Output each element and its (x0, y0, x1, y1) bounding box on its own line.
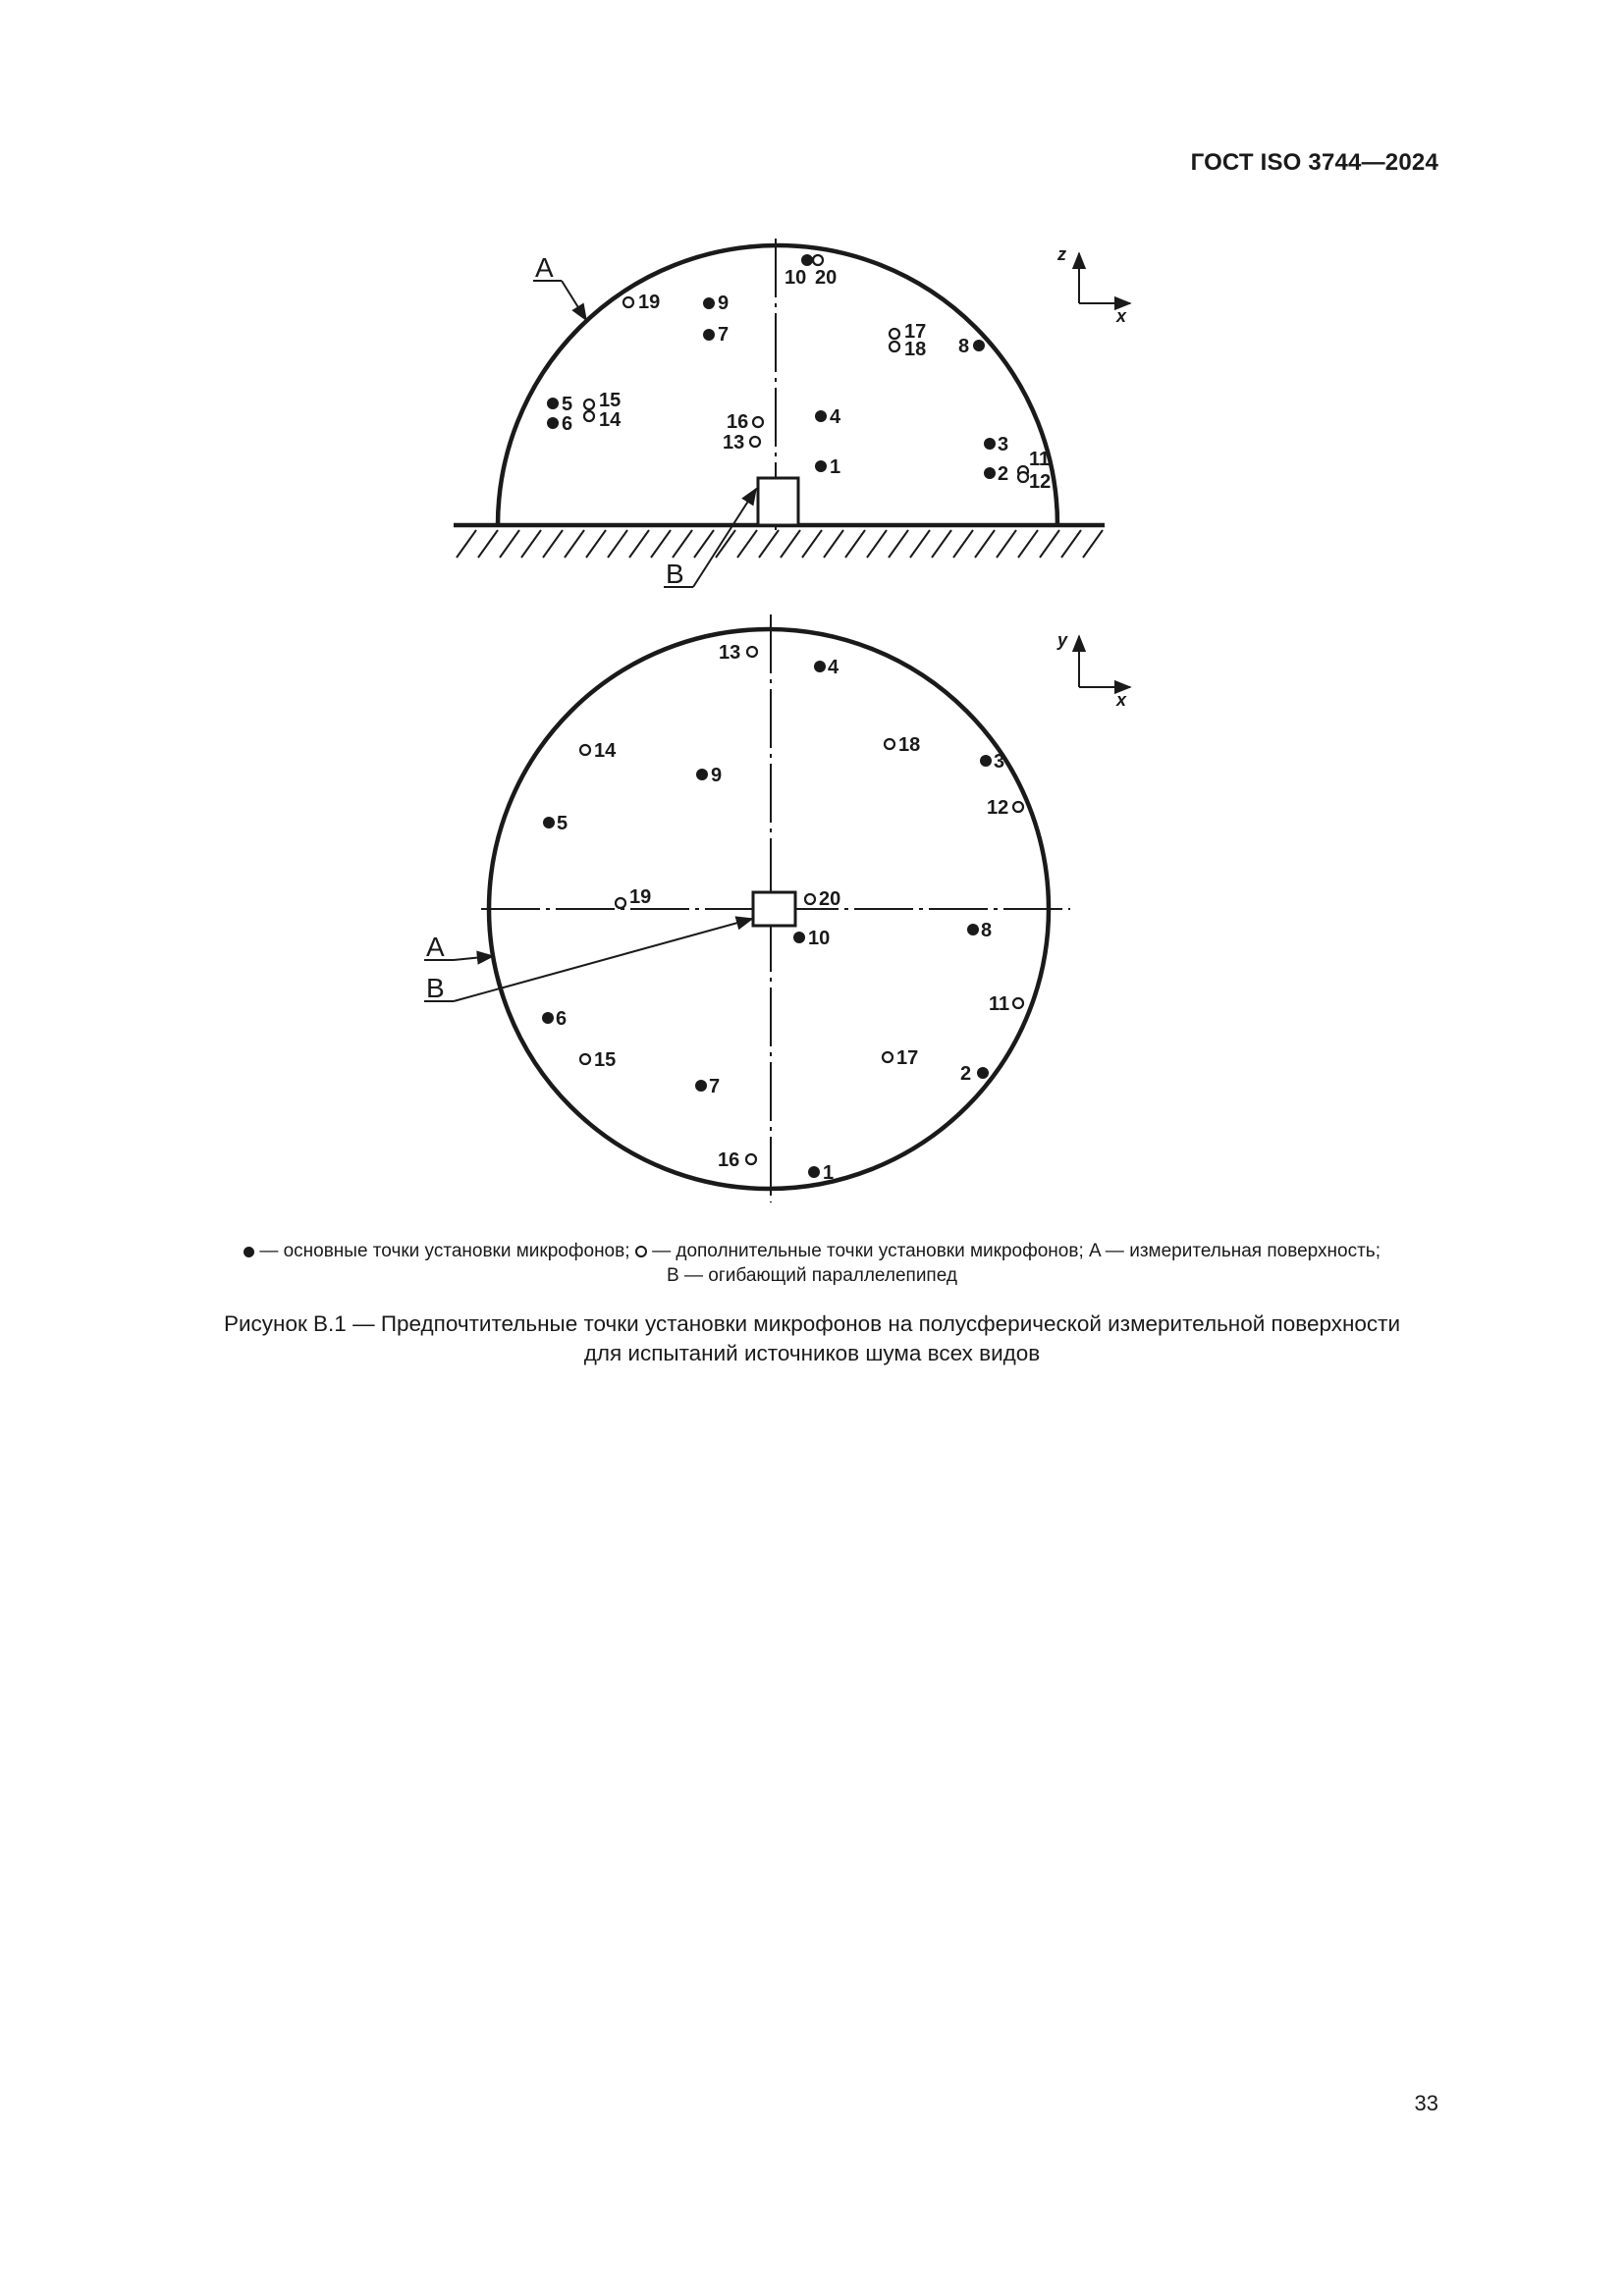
reference-box (758, 478, 798, 525)
primary-point-icon (244, 1247, 254, 1257)
point-label: 15 (599, 390, 622, 411)
point-label: 14 (599, 409, 622, 431)
point-label: 2 (998, 463, 1009, 485)
point-additional (623, 297, 633, 307)
top-axes (1056, 630, 1130, 710)
point-additional (890, 342, 899, 351)
figure-caption (98, 1309, 1526, 1368)
side-axes (1056, 244, 1130, 326)
point-label: 19 (638, 292, 661, 313)
point-label: 14 (594, 740, 617, 762)
label-a-leader (454, 956, 493, 960)
point-label: 8 (981, 920, 993, 941)
point-label: 10 (808, 928, 831, 949)
point-additional (805, 894, 815, 904)
point-primary (542, 1012, 554, 1024)
label-a: A (426, 932, 445, 962)
point-label: 6 (562, 413, 573, 435)
point-primary (967, 924, 979, 935)
point-additional (616, 898, 625, 908)
label-b: B (426, 973, 445, 1003)
point-primary (984, 438, 996, 450)
point-label: 17 (896, 1047, 919, 1069)
point-primary (696, 769, 708, 780)
point-label: 5 (557, 813, 568, 834)
point-label: 12 (1029, 471, 1052, 493)
reference-box (753, 892, 795, 926)
point-primary (815, 460, 827, 472)
point-label: 5 (562, 394, 573, 415)
point-label: 18 (898, 734, 921, 756)
point-additional (580, 745, 590, 755)
label-a: A (535, 252, 554, 283)
point-primary (815, 410, 827, 422)
point-primary (547, 398, 559, 409)
label-b: B (666, 559, 684, 589)
point-additional (747, 647, 757, 657)
point-label: 16 (718, 1149, 740, 1171)
side-view (454, 239, 1130, 589)
point-label: 17 (904, 321, 927, 343)
point-label: 4 (830, 406, 841, 428)
document-header: ГОСТ ISO 3744—2024 (1190, 149, 1438, 176)
point-additional (746, 1154, 756, 1164)
point-label: 3 (998, 434, 1009, 455)
point-additional (885, 739, 894, 749)
caption-line-2: для испытаний источников шума всех видов (583, 1341, 1041, 1365)
point-label: 7 (718, 324, 730, 346)
point-primary (793, 932, 805, 943)
point-primary (703, 297, 715, 309)
point-label: 11 (989, 993, 1010, 1015)
page-number: 33 (1414, 2091, 1438, 2115)
point-label: 13 (719, 642, 741, 664)
legend-line-1 (98, 1239, 1526, 1263)
point-label: 7 (709, 1076, 721, 1097)
label-a-leader (562, 281, 586, 320)
point-primary (801, 254, 813, 266)
point-primary (984, 467, 996, 479)
point-additional (890, 329, 899, 339)
point-additional (883, 1052, 893, 1062)
point-additional (1013, 998, 1023, 1008)
point-additional (584, 400, 594, 409)
point-label: 19 (629, 886, 652, 908)
legend-primary-text: — основные точки установки микрофонов; (259, 1241, 630, 1261)
point-primary (980, 755, 992, 767)
point-additional (753, 417, 763, 427)
point-additional (750, 437, 760, 447)
point-label: 4 (828, 657, 839, 678)
point-label: 9 (711, 765, 723, 786)
point-label: 11 (1029, 449, 1051, 470)
label-b-leader (454, 919, 752, 1001)
point-label: 10 (785, 267, 807, 289)
point-label: 6 (556, 1008, 568, 1030)
point-primary (695, 1080, 707, 1092)
point-primary (973, 340, 985, 351)
point-label: 2 (960, 1063, 972, 1085)
axis-z-label: z (1057, 244, 1066, 264)
point-primary (543, 817, 555, 828)
label-b-leader (693, 489, 756, 587)
point-primary (703, 329, 715, 341)
point-label: 20 (819, 888, 841, 910)
point-additional (1013, 802, 1023, 812)
point-primary (814, 661, 826, 672)
legend-additional-text: — дополнительные точки установки микрофонов; A — измерительная поверхность; (652, 1241, 1380, 1261)
point-label: 12 (987, 797, 1009, 819)
point-label: 13 (723, 432, 745, 454)
point-additional (1018, 472, 1028, 482)
axis-x-label: x (1116, 306, 1127, 326)
point-primary (977, 1067, 989, 1079)
point-label: 8 (958, 336, 970, 357)
point-label: 20 (815, 267, 838, 289)
figure-legend (98, 1239, 1526, 1288)
point-label: 1 (830, 456, 841, 478)
axis-x-label: x (1116, 690, 1127, 710)
point-label: 3 (994, 751, 1005, 773)
point-additional (813, 255, 823, 265)
point-label: 1 (823, 1162, 835, 1184)
point-label: 15 (594, 1049, 617, 1071)
legend-line-2: B — огибающий параллелепипед (667, 1265, 957, 1286)
additional-point-icon (635, 1246, 647, 1257)
point-label: 16 (727, 411, 749, 433)
point-additional (584, 411, 594, 421)
point-primary (547, 417, 559, 429)
caption-line-1: Рисунок B.1 — Предпочтительные точки установки микрофонов на полусферической измерительной поверхности (223, 1311, 1401, 1336)
ground-hatching (457, 530, 1103, 558)
axis-y-label: y (1057, 630, 1068, 650)
point-label: 18 (904, 339, 927, 360)
point-primary (808, 1166, 820, 1178)
top-view (424, 614, 1130, 1202)
point-label: 9 (718, 293, 730, 314)
point-additional (580, 1054, 590, 1064)
